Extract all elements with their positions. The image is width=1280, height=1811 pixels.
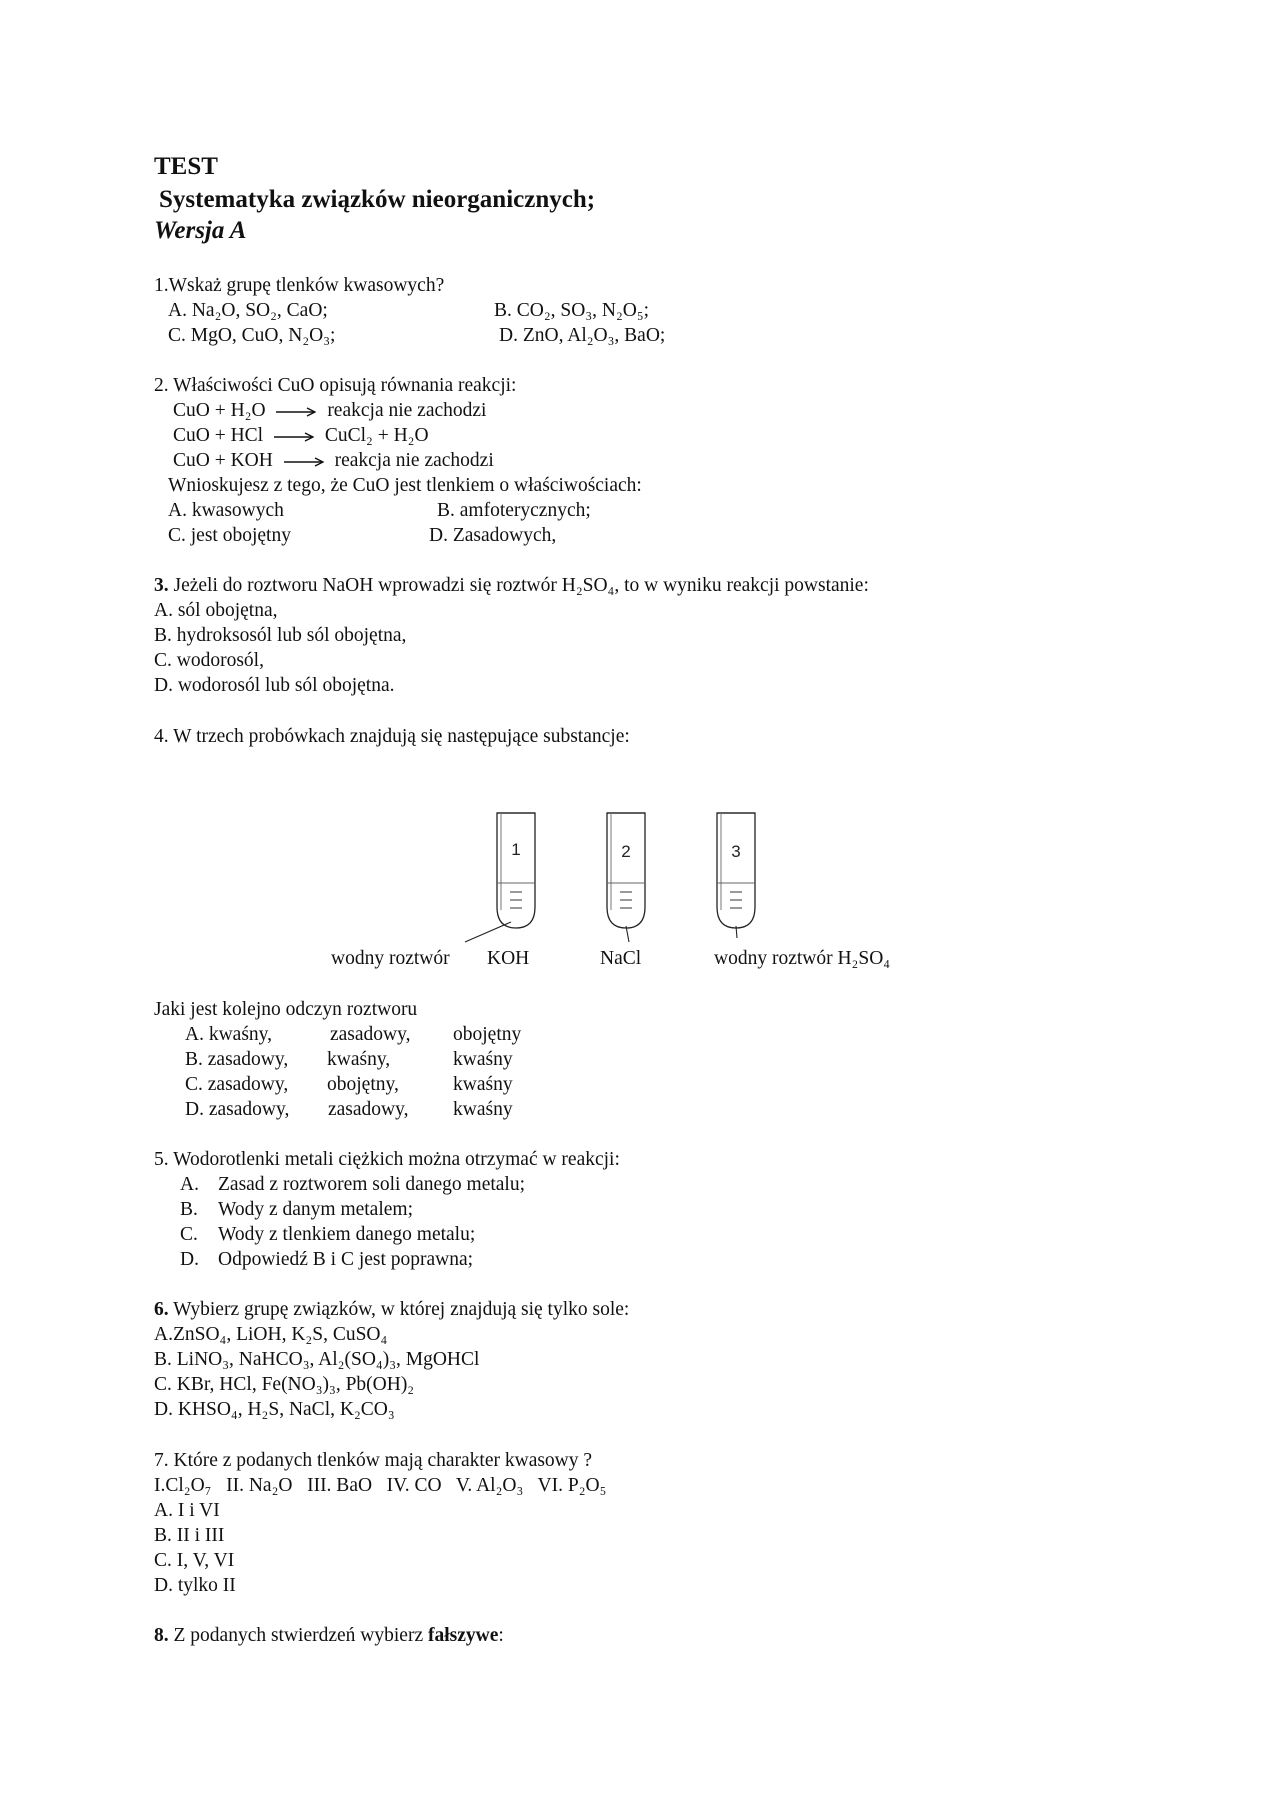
q7-option-a: A. I i VI — [154, 1500, 220, 1521]
q1-option-a: A. Na₂O, SO₂, CaO; — [168, 300, 328, 321]
q4-option-a-2: zasadowy, — [330, 1024, 411, 1045]
q5-option-b — [180, 1198, 413, 1222]
q4-option-a-1: A. kwaśny, — [185, 1024, 273, 1045]
q8-number: 8. — [154, 1625, 169, 1646]
q2-reaction-3-reactants: CuO + KOH — [173, 450, 273, 471]
tube-1-label: wodny roztwór — [331, 948, 450, 969]
q4-option-b-3: kwaśny — [453, 1049, 513, 1070]
q1-option-c: C. MgO, CuO, N₂O₃; — [168, 325, 336, 346]
q6-question — [154, 1298, 629, 1322]
q4-option-c-2: obojętny, — [327, 1074, 399, 1095]
q7-option-d: D. tylko II — [154, 1575, 236, 1596]
tube-3-number: 3 — [731, 842, 741, 861]
test-version: Wersja A — [154, 217, 247, 244]
q5-option-b-text: Wody z danym metalem; — [218, 1199, 413, 1220]
q2-option-c: C. jest obojętny — [168, 525, 291, 546]
q2-reaction-2-products: CuCl₂ + H₂O — [324, 425, 429, 446]
q5-question: 5. Wodorotlenki metali ciężkich można otrzymać w reakcji: — [154, 1149, 620, 1170]
tube-3-label: wodny roztwór H₂SO₄ — [714, 948, 891, 969]
q2-question: 2. Właściwości CuO opisują równania reakcji: — [154, 375, 517, 396]
q3-option-d: D. wodorosól lub sól obojętna. — [154, 675, 395, 696]
q2-reaction-1-products: reakcja nie zachodzi — [327, 400, 487, 421]
reaction-arrow-icon — [276, 407, 316, 417]
q7-option-c: C. I, V, VI — [154, 1550, 235, 1571]
q2-option-d: D. Zasadowych, — [429, 525, 557, 546]
q5-option-b-letter: B. — [180, 1199, 198, 1220]
q2-reaction-2 — [173, 424, 429, 448]
q2-option-a: A. kwasowych — [168, 500, 284, 521]
q4-option-b-1: B. zasadowy, — [185, 1049, 289, 1070]
q4-option-a-3: obojętny — [453, 1024, 522, 1045]
q1-option-b: B. CO₂, SO₃, N₂O₅; — [494, 300, 650, 321]
q6-option-a: A.ZnSO₄, LiOH, K₂S, CuSO₄ — [154, 1324, 388, 1345]
q7-option-b: B. II i III — [154, 1525, 225, 1546]
test-title: TEST — [154, 153, 218, 180]
q2-option-b: B. amfoterycznych; — [437, 500, 591, 521]
q8-text: Z podanych stwierdzeń wybierz — [168, 1625, 428, 1646]
q3-number: 3. — [154, 575, 169, 596]
q2-reaction-1 — [173, 399, 486, 423]
test-tubes-diagram — [440, 800, 780, 950]
q4-question: 4. W trzech probówkach znajdują się następujące substancje: — [154, 726, 630, 747]
q3-option-a: A. sól obojętna, — [154, 600, 278, 621]
q4-option-b-2: kwaśny, — [327, 1049, 391, 1070]
q6-number: 6. — [154, 1299, 169, 1320]
q2-reaction-3 — [173, 449, 494, 473]
q5-option-a-text: Zasad z roztworem soli danego metalu; — [218, 1174, 526, 1195]
q3-text: Jeżeli do roztworu NaOH wprowadzi się roztwór H₂SO₄, to w wyniku reakcji powstanie: — [168, 575, 869, 596]
q6-option-d: D. KHSO₄, H₂S, NaCl, K₂CO₃ — [154, 1399, 395, 1420]
q5-option-d — [180, 1248, 474, 1272]
q2-reaction-2-reactants: CuO + HCl — [173, 425, 264, 446]
tube-2-substance: NaCl — [600, 948, 642, 969]
q5-option-c — [180, 1223, 476, 1247]
tube-2-number: 2 — [621, 842, 631, 861]
q5-option-d-text: Odpowiedź B i C jest poprawna; — [218, 1249, 474, 1270]
q7-oxides: I.Cl₂O₇ II. Na₂O III. BaO IV. CO V. Al₂O₃ VI. P₂O₅ — [154, 1475, 607, 1496]
test-tube-2 — [607, 813, 645, 942]
q7-question: 7. Które z podanych tlenków mają charakter kwasowy ? — [154, 1450, 593, 1471]
q5-option-a-letter: A. — [180, 1174, 199, 1195]
q5-option-c-text: Wody z tlenkiem danego metalu; — [218, 1224, 476, 1245]
q2-conclusion: Wnioskujesz z tego, że CuO jest tlenkiem o właściwościach: — [168, 475, 642, 496]
q4-option-d-2: zasadowy, — [328, 1099, 409, 1120]
reaction-arrow-icon — [274, 432, 314, 442]
test-tube-1 — [465, 813, 535, 942]
q5-option-d-letter: D. — [180, 1249, 199, 1270]
q6-option-c: C. KBr, HCl, Fe(NO₃)₃, Pb(OH)₂ — [154, 1374, 415, 1395]
q3-option-c: C. wodorosól, — [154, 650, 264, 671]
q8-bold-word: fałszywe — [428, 1625, 499, 1646]
q8-tail: : — [498, 1625, 504, 1646]
tube-1-number: 1 — [511, 840, 521, 859]
q3-question — [154, 574, 869, 598]
q2-reaction-1-reactants: CuO + H₂O — [173, 400, 266, 421]
q5-option-c-letter: C. — [180, 1224, 198, 1245]
test-tube-3 — [717, 813, 755, 938]
q4-option-c-1: C. zasadowy, — [185, 1074, 289, 1095]
q8-question — [154, 1624, 504, 1648]
q6-option-b: B. LiNO₃, NaHCO₃, Al₂(SO₄)₃, MgOHCl — [154, 1349, 480, 1370]
q3-option-b: B. hydroksosól lub sól obojętna, — [154, 625, 407, 646]
q5-option-a — [180, 1173, 526, 1197]
q4-option-c-3: kwaśny — [453, 1074, 513, 1095]
tube-1-substance: KOH — [487, 948, 530, 969]
reaction-arrow-icon — [284, 457, 324, 467]
q1-option-d: D. ZnO, Al₂O₃, BaO; — [499, 325, 666, 346]
q6-text: Wybierz grupę związków, w której znajdują się tylko sole: — [168, 1299, 630, 1320]
q2-reaction-3-products: reakcja nie zachodzi — [334, 450, 494, 471]
q4-option-d-1: D. zasadowy, — [185, 1099, 290, 1120]
q1-question: 1.Wskaż grupę tlenków kwasowych? — [154, 275, 445, 296]
q4-option-d-3: kwaśny — [453, 1099, 513, 1120]
test-subtitle: Systematyka związków nieorganicznych; — [159, 186, 596, 213]
q4-prompt: Jaki jest kolejno odczyn roztworu — [154, 999, 418, 1020]
